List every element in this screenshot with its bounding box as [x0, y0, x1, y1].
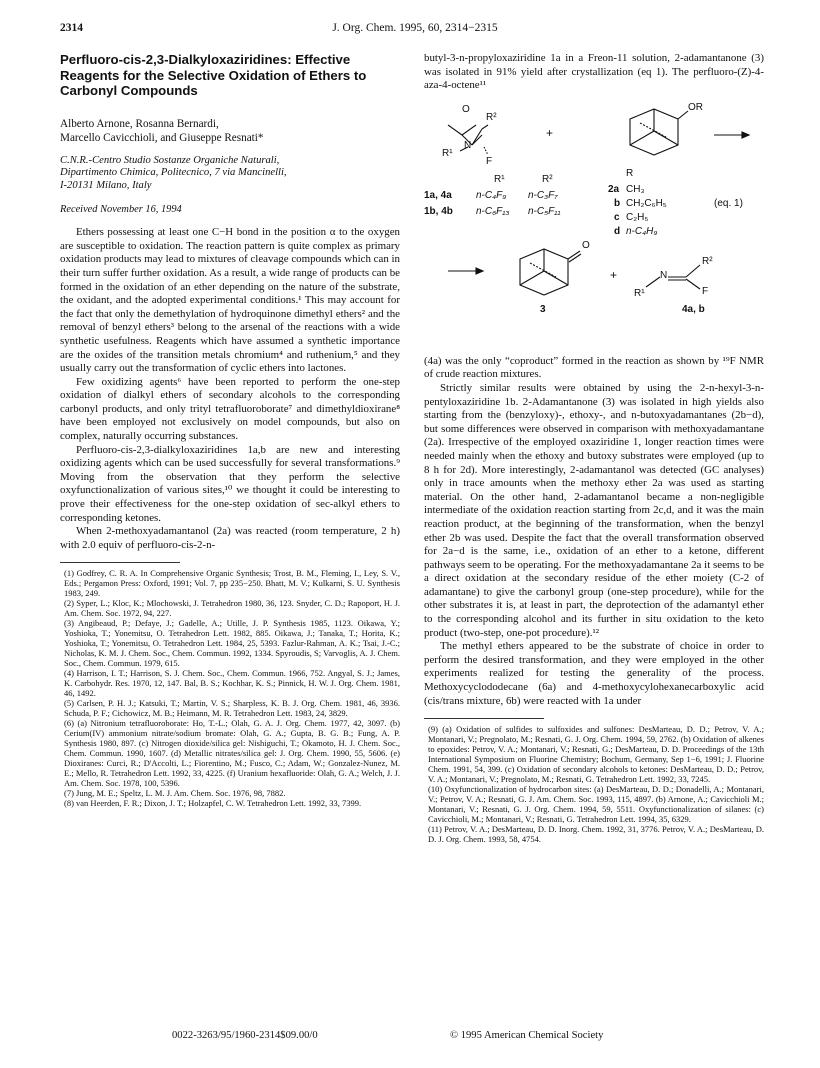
r1-label: R¹ — [442, 147, 453, 159]
paragraph: Perfluoro-cis-2,3-dialkyloxaziridines 1a,b are new and interesting oxidizing agents which can be used successfully for several transformations.⁹ Moving from the observation that they perform the selective oxyfunctionalization of various sites,¹⁰ we thought it could be interesting to prove their effectiveness for the one-step oxidation of sec-alkyl ethers to corresponding ketones. — [60, 443, 400, 524]
footnote: (10) Oxyfunctionalization of hydrocarbon sites: (a) DesMarteau, D. D.; Donadelli, A.; Montanari, V.; Petrov, V. A.; Resnati, G. J. Am. Chem. Soc. 1993, 115, 4897. (b) Arnone, A.; Cavicchioli M.; Montanari, V.; Resnati, G. J. Org. Chem. 1994, 59, 5511. Oxyfunctionalization of silanes: (c) Cavicchioli, M.; Montanari, V.; Resnati, G. Tetrahedron Lett. 1994, 35, 6329. — [428, 784, 764, 825]
or-label: OR — [688, 101, 703, 113]
paragraph: When 2-methoxyadamantanol (2a) was reacted (room temperature, 2 h) with 2.0 equiv of perfluoro-cis-2-n- — [60, 525, 400, 551]
substituent-value: C₂H₅ — [626, 211, 649, 223]
right-column — [424, 52, 764, 844]
fluorine-label: F — [702, 285, 709, 297]
affiliation-line: C.N.R.-Centro Studio Sostanze Organiche Naturali, — [60, 154, 280, 166]
r2-header: R² — [542, 173, 553, 185]
page-header — [60, 22, 770, 38]
received-date: Received November 16, 1994 — [60, 203, 182, 215]
paragraph: (4a) was the only “coproduct” formed in the reaction as shown by ¹⁹F NMR of crude reaction mixtures. — [424, 354, 764, 381]
r1-header: R¹ — [494, 173, 505, 185]
affiliation-line: I-20131 Milano, Italy — [60, 179, 152, 191]
r1-label: R¹ — [634, 287, 645, 299]
footnote: (7) Jung, M. E.; Speltz, L. M. J. Am. Chem. Soc. 1976, 98, 7882. — [64, 788, 286, 799]
substituent-label: c — [614, 211, 620, 223]
imine-nitrogen-label: N — [660, 269, 668, 281]
footnote: (5) Carlsen, P. H. J.; Katsuki, T.; Martin, V. S.; Sharpless, K. B. J. Org. Chem. 1981, 46, 3936. Schuda, P. F.; Cichowicz, M. B.; Heimann, M. R. Tetrahedron Lett. 1983, 24, 3829. — [64, 698, 400, 719]
r2-label: R² — [702, 255, 713, 267]
footnote: (4) Harrison, I. T.; Harrison, S. J. Chem. Soc., Chem. Commun. 1966, 752. Angyal, S. J.; James, K. Carbohydr. Res. 1970, 12, 147. Bal, B. S.; Kochhar, K. S.; Pinnick, H. W. J. Org. Chem. 1981, 46, 1492. — [64, 668, 400, 699]
substituent-label: d — [614, 225, 621, 237]
footnote: (3) Angibeaud, P.; Defaye, J.; Gadelle, A.; Utille, J. P. Synthesis 1985, 1123. Oikawa, Y.; Yoshioka, T.; Yonemitsu, O. Tetrahedron Lett. 1982, 885. Oikawa, J.; Tanaka, T.; Horita, K.; Yoshioka, T.; Yonemitsu, O. Tetrahedron Lett. 1984, 25, 5393. Fazlur-Rahman, A. K.; Tsai, J.-C.; Nicholas, K. M. J. Chem. Soc., Chem. Commun. 1992, 1334. Spyroudis, S; Varvoglis, A. J. Chem. Soc., Chem. Commun. 1979, 615. — [64, 618, 400, 669]
fluorine-label: F — [486, 155, 493, 167]
footnote: (11) Petrov, V. A.; DesMarteau, D. D. Inorg. Chem. 1992, 31, 3776. Petrov, V. A.; DesMarteau, D. D. J. Org. Chem. 1993, 58, 4754. — [428, 824, 764, 845]
product-3-label: 3 — [540, 303, 546, 315]
affiliation-line: Dipartimento Chimica, Politecnico, 7 via Mancinelli, — [60, 167, 287, 179]
paragraph: Few oxidizing agents⁶ have been reported to perform the one-step oxidation of dialkyl ethers of secondary alcohols to the corresponding carbonyl products, and only trityl tetrafluoroborate⁷ and dimethyldioxirane⁸ have been employed not exclusively on model compounds, but also on complex, naturally occurring substances. — [60, 375, 400, 443]
r2-value: n-C₃F₇ — [528, 189, 558, 201]
plus-sign: + — [610, 267, 618, 282]
product-4-label: 4a, b — [682, 303, 705, 315]
ketone-oxygen-label: O — [582, 239, 590, 251]
scheme-drawing — [424, 99, 764, 349]
footnote: (9) (a) Oxidation of sulfides to sulfoxides and sulfones: DesMarteau, D. D.; Petrov, V. A.; Montanari, V.; Pregnolato, M.; Resnati, G. J. Org. Chem. 1994, 59, 2762. (b) Oxidation of alkenes to epoxides: Petrov, V. A.; Montanari, V.; Resnati, G.; DesMarteau, D. D. Proceedings of the 13th International Symposium on Fluorine Chemistry; Bochum, Germany, Sep 1−6, 1991; J. Fluorine Chem. 1991, 54, 399. (c) Oxidation of secondary alcohols to ketones: DesMarteau, D. D.; Petrov, V. A.; Montanari, V.; Pregnolato, M.; Resnati, G. Tetrahedron Lett. 1992, 33, 7245. — [428, 724, 764, 785]
authors — [60, 117, 400, 145]
plus-sign: + — [546, 125, 554, 140]
r2-label: R² — [486, 111, 497, 123]
page-number: 2314 — [60, 22, 83, 34]
authors-line: Alberto Arnone, Rosanna Bernardi, — [60, 117, 219, 130]
copyright: © 1995 American Chemical Society — [450, 1030, 604, 1041]
footnote: (2) Syper, L.; Kloc, K.; Mlochowski, J. Tetrahedron 1980, 36, 123. Snyder, C. D.; Rapoport, H. J. Am. Chem. Soc. 1972, 94, 227. — [64, 598, 400, 619]
affiliation — [60, 155, 400, 193]
footnote-divider — [424, 718, 544, 719]
left-column — [60, 52, 400, 808]
r-header: R — [626, 167, 634, 179]
footnote-divider — [60, 562, 180, 563]
footnotes-right — [424, 724, 764, 844]
substituent-value: CH₂C₆H₅ — [626, 197, 667, 209]
r1-value: n-C₆F₁₃ — [476, 205, 510, 217]
footnote: (1) Godfrey, C. R. A. In Comprehensive Organic Synthesis; Trost, B. M., Fleming, I., Ley, S. V., Eds.; Pergamon Press: Oxford, 1991; Vol. 7, pp 235−250. Bhatt, M. V.; Kulkarni, S. U. Synthesis 1983, 249. — [64, 568, 400, 599]
article-code: 0022-3263/95/1960-2314$09.00/0 — [172, 1030, 318, 1041]
compound-label: 1b, 4b — [424, 205, 453, 217]
paragraph: The methyl ethers appeared to be the substrate of choice in order to perform the desired transformation, and they were employed in the other experiments realized for testing the generality of the process. Methoxycyclododecane (6a) and 4-methoxycylohexanecarboxylic acid (cis/trans mixture, 6b) were reacted with 1a under — [424, 640, 764, 707]
r2-value: n-C₅F₁₁ — [528, 205, 561, 217]
authors-line: Marcello Cavicchioli, and Giuseppe Resnati* — [60, 131, 264, 144]
substituent-value: n-C₄H₉ — [626, 225, 658, 237]
r1-value: n-C₄F₉ — [476, 189, 507, 201]
journal-citation: J. Org. Chem. 1995, 60, 2314−2315 — [332, 22, 498, 34]
footnote: (8) van Heerden, F. R.; Dixon, J. T.; Holzapfel, C. W. Tetrahedron Lett. 1992, 33, 7399. — [64, 798, 362, 809]
article-title: Perfluoro-cis-2,3-Dialkyloxaziridines: Effective Reagents for the Selective Oxidation of Ethers to Carbonyl Compounds — [60, 52, 367, 99]
substituent-label: b — [614, 197, 621, 209]
oxygen-label: O — [462, 103, 470, 115]
paragraph: Ethers possessing at least one C−H bond in the position α to the oxygen are susceptible to oxidation. The reaction pattern is quite complex as primary oxidation products may lead to mixtures of cleavage compounds which can in their turn suffer further oxidation. As a result, a wide range of products can be formed in the oxidation of an ether depending on the nature of the substrate, the oxidant, and the adopted experimental conditions.¹ This may account for the fact that only the demethylation of hydroquinone dimethyl ethers² and the removal of benzyl ethers³ belong to the arsenal of the reactions with a wide synthetic usefulness. Reagents which have assumed a synthetic importance are the oxides of the transition metals chromium⁴ and ruthenium,⁵ and they usually carry out the transformation of cyclic ethers into lactones. — [60, 226, 400, 375]
footnotes-left — [60, 568, 400, 808]
paragraph: Strictly similar results were obtained by using the 2-n-hexyl-3-n-pentyloxaziridine 1b. 2-Adamantanone (3) was isolated in high yields also starting from the (benzyloxy)-, ethoxy-, and n-butoxyadamantanes (2b−d), but some differences were observed in comparison with methoxyadamantane (2a). Irrespective of the employed oxaziridine 1, longer reaction times were needed mainly when the ethoxy and butoxy substrates were employed (up to 8 h for 2d). More interestingly, 2-adamantanol was detected (GC analyses) only in trace amounts when the methoxy ether 2a was used as starting material. On the other hand, 2-adamantanol became a non-negligible intermediate of the oxidation reaction starting from 2c,d, and it was the main reaction product, at the beginning of the transformation, when the benzyl ether 2b was used. Despite the fact that the overall transformation observed for 2a−d is the same, i.e., oxidation of an ether to a ketone, different pathways seem to be operating. For the methoxyadamantane 2a it seems to be a direct oxidation at the secondary residue of the ether moiety (C-2 of adamantane) to give the carbonyl group (one-step procedure), while for the other substrates it is, at least in part, the deprotection of the adamantyl ether to the corresponding alcohol and its further in situ oxidation to the keto product (two-step, one-pot procedure).¹² — [424, 381, 764, 639]
substituent-label: 2a — [608, 183, 620, 195]
reaction-scheme — [424, 99, 764, 349]
footnote: (6) (a) Nitronium tetrafluoroborate: Ho, T.-L.; Olah, G. A. J. Org. Chem. 1977, 42, 3097. (b) Cerium(IV) ammonium nitrate/sodium bromate: Olah, G. A.; Gupta, B. G. B.; Fung, A. P. Synthesis 1980, 897. (c) Nitrogen dioxide/silica gel: Nishiguchi, T.; Okamoto, H. J. Chem. Soc., Chem. Commun. 1990, 1607. (d) Metallic nitrates/silica gel: J. Org. Chem. 1990, 55, 5606. (e) Dioxiranes: Curci, R.; D'Accolti, L.; Fiorentino, M.; Fusco, C.; Adam, W.; Gonzalez-Nunez, M. E.; Mello, R. Tetrahedron Lett. 1992, 33, 4225. (f) Uranium hexafluoride: Olah, G. A.; Welch, J. J. Am. Chem. Soc. 1978, 100, 5396. — [64, 718, 400, 789]
equation-number: (eq. 1) — [714, 197, 743, 209]
substituent-value: CH₃ — [626, 183, 645, 195]
paragraph: butyl-3-n-propyloxaziridine 1a in a Freon-11 solution, 2-adamantanone (3) was isolated in 91% yield after crystallization (eq 1). The perfluoro-(Z)-4-aza-4-octene¹¹ — [424, 52, 764, 92]
nitrogen-label: N — [464, 139, 472, 151]
compound-label: 1a, 4a — [424, 189, 452, 201]
